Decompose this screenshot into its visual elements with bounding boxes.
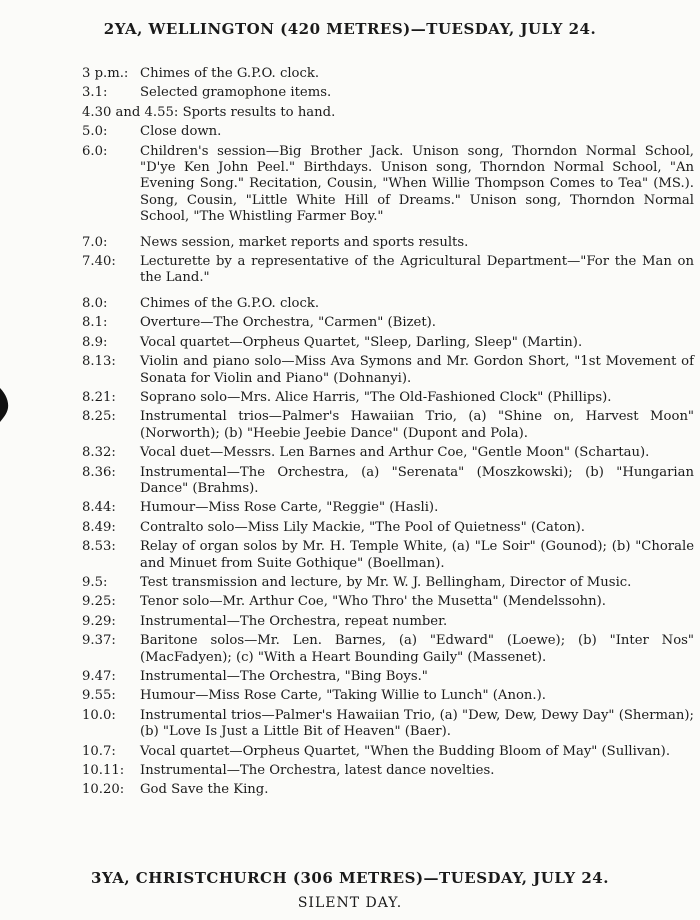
programme-entry — [82, 235, 694, 251]
entry-time: 9.47: — [82, 669, 116, 684]
entry-text: Children's session—Big Brother Jack. Unison song, Thorndon Normal School, "D'ye Ken John Peel." Birthdays. Unison song, Thorndon Normal School, "An Evening Song." Recitation, Cousin, "When Willie Thompson Comes to Tea" (MS.). Song, Cousin, "Little White Hill of Dreams." Unison song, Thorndon Normal School, "The Whistling Farmer Boy." — [140, 143, 694, 225]
entry-text: Instrumental trios—Palmer's Hawaiian Trio, (a) "Dew, Dew, Dewy Day" (Sherman); (b) "Love Is Just a Little Bit of Heaven" (Baer). — [140, 707, 694, 740]
programme-entry — [82, 124, 694, 140]
entry-text: Relay of organ solos by Mr. H. Temple White, (a) "Le Soir" (Gounod); (b) "Chorale and Minuet from Suite Gothique" (Boellman). — [140, 539, 694, 571]
entry-text: Chimes of the G.P.O. clock. — [140, 295, 320, 311]
entry-time: 3 p.m.: — [82, 66, 129, 81]
entry-time: 8.53: — [82, 539, 116, 555]
entry-text: Instrumental trios—Palmer's Hawaiian Trio, (a) "Shine on, Harvest Moon" (Norworth); (b) "Heebie Jeebie Dance" (Dupont and Pola). — [140, 409, 694, 441]
programme-entry — [82, 614, 694, 630]
entry-text: Humour—Miss Rose Carte, "Taking Willie to Lunch" (Anon.). — [140, 688, 546, 704]
entry-time: 8.44: — [82, 500, 116, 516]
programme-entry — [82, 354, 694, 387]
programme-entry — [82, 85, 694, 101]
entry-time: 8.49: — [82, 519, 116, 535]
entry-text: Baritone solos—Mr. Len. Barnes, (a) "Edward" (Loewe); (b) "Inter Nos" (MacFadyen); (c) "With a Heart Bounding Gaily" (Massenet). — [140, 633, 694, 665]
programme-entry — [82, 66, 694, 82]
entry-time: 3.1: — [82, 85, 108, 101]
entry-text: Lecturette by a representative of the Agricultural Department—"For the Man on the Land." — [140, 254, 694, 286]
programme-entry — [82, 744, 694, 760]
entry-time: 5.0: — [82, 124, 108, 140]
entry-time: 8.0: — [82, 295, 108, 311]
entry-text: Vocal quartet—Orpheus Quartet, "When the Budding Bloom of May" (Sullivan). — [140, 743, 671, 759]
programme-entry — [82, 688, 694, 704]
silent-day-note: SILENT DAY. — [297, 895, 403, 911]
entry-text: Instrumental—The Orchestra, latest dance novelties. — [140, 763, 495, 779]
entry-text: Instrumental—The Orchestra, (a) "Serenata" (Moszkowski); (b) "Hungarian Dance" (Brahms). — [140, 464, 694, 496]
station-heading-wellington: 2YA, WELLINGTON (420 METRES)—TUESDAY, JULY 24. — [103, 20, 597, 38]
programme-entry — [82, 500, 694, 516]
entry-time: 7.0: — [82, 234, 108, 250]
entry-time: 6.0: — [82, 143, 108, 159]
entry-text: News session, market reports and sports results. — [140, 234, 469, 250]
programme-entry — [82, 669, 694, 685]
entry-time: 8.21: — [82, 389, 116, 405]
programme-entry — [82, 409, 694, 442]
programme-entry — [82, 296, 694, 312]
programme-entry — [82, 782, 694, 798]
entry-text: Overture—The Orchestra, "Carmen" (Bizet). — [140, 315, 436, 331]
entry-time: 10.20: — [82, 782, 125, 798]
entry-time: 9.29: — [82, 613, 116, 629]
entry-text: Humour—Miss Rose Carte, "Reggie" (Hasli). — [140, 500, 439, 516]
entry-text: Close down. — [140, 124, 222, 140]
programme-entry — [82, 144, 694, 226]
entry-time: 8.36: — [82, 464, 116, 480]
programme-entry — [82, 335, 694, 351]
entry-text: Chimes of the G.P.O. clock. — [140, 66, 320, 81]
entry-time: 10.0: — [82, 707, 116, 723]
programme-entry — [82, 254, 694, 287]
entry-time: 10.11: — [82, 763, 125, 779]
entry-text: Test transmission and lecture, by Mr. W. J. Bellingham, Director of Music. — [140, 574, 632, 590]
margin-mark — [0, 388, 10, 422]
programme-entry — [82, 708, 694, 741]
programme-entry — [82, 594, 694, 610]
entry-time: 8.9: — [82, 334, 108, 350]
programme-entry — [82, 445, 694, 461]
programme-entry — [82, 315, 694, 331]
entry-time: 9.5: — [82, 574, 108, 590]
programme-list — [82, 66, 694, 802]
entry-time: 8.32: — [82, 445, 116, 461]
entry-text: God Save the King. — [140, 782, 269, 798]
entry-text: Tenor solo—Mr. Arthur Coe, "Who Thro' the Musetta" (Mendelssohn). — [140, 594, 607, 610]
entry-time: 9.55: — [82, 688, 116, 704]
entry-text: Soprano solo—Mrs. Alice Harris, "The Old-Fashioned Clock" (Phillips). — [140, 389, 612, 405]
programme-entry — [82, 465, 694, 498]
entry-text: Vocal duet—Messrs. Len Barnes and Arthur Coe, "Gentle Moon" (Schartau). — [140, 445, 650, 461]
entry-time: 8.13: — [82, 354, 116, 370]
station-heading-christchurch: 3YA, CHRISTCHURCH (306 METRES)—TUESDAY, JULY 24. — [91, 869, 609, 887]
entry-text: Contralto solo—Miss Lily Mackie, "The Pool of Quietness" (Caton). — [140, 519, 585, 535]
entry-text: Instrumental—The Orchestra, "Bing Boys." — [140, 669, 428, 684]
entry-text: Instrumental—The Orchestra, repeat number. — [140, 613, 448, 629]
entry-time: 8.25: — [82, 409, 116, 425]
programme-entry — [82, 105, 694, 121]
programme-entry — [82, 633, 694, 666]
programme-entry — [82, 763, 694, 779]
entry-text: Violin and piano solo—Miss Ava Symons and Mr. Gordon Short, "1st Movement of Sonata for Violin and Piano" (Dohnanyi). — [140, 354, 694, 386]
entry-text: Vocal quartet—Orpheus Quartet, "Sleep, Darling, Sleep" (Martin). — [140, 334, 583, 350]
entry-time: 4.30 and 4.55: — [82, 104, 179, 120]
entry-time: 9.25: — [82, 594, 116, 610]
entry-time: 8.1: — [82, 315, 108, 331]
programme-entry — [82, 575, 694, 591]
programme-entry — [82, 390, 694, 406]
entry-text: Sports results to hand. — [182, 104, 336, 120]
entry-time: 7.40: — [82, 254, 116, 270]
programme-entry — [82, 520, 694, 536]
entry-time: 9.37: — [82, 633, 116, 649]
programme-entry — [82, 539, 694, 572]
entry-text: Selected gramophone items. — [140, 85, 332, 101]
entry-time: 10.7: — [82, 743, 116, 759]
